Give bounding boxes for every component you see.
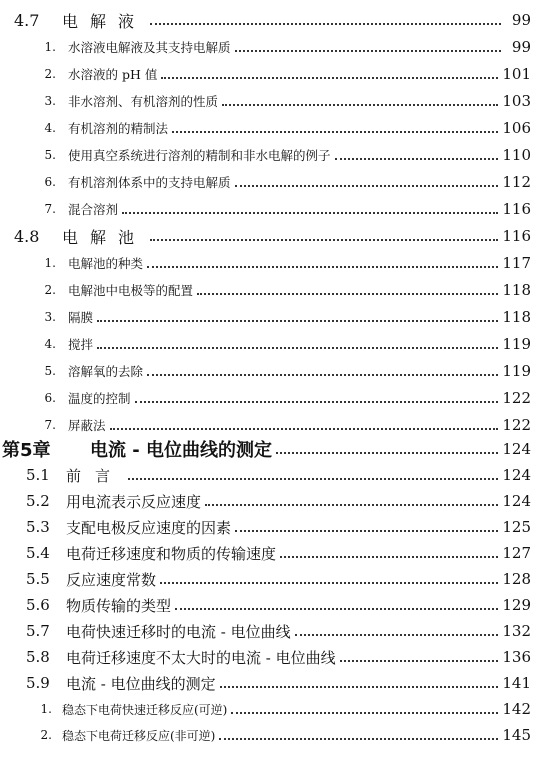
dot-leader [231, 712, 498, 714]
item-title: 非水溶剂、有机溶剂的性质 [68, 94, 219, 109]
dot-leader [280, 556, 498, 558]
dot-leader [235, 50, 501, 52]
dot-leader [276, 452, 498, 454]
page-number: 141 [502, 674, 531, 692]
section-title: 电流 - 电位曲线的测定 [66, 674, 216, 693]
dot-leader [150, 23, 501, 25]
item-title: 屏蔽法 [68, 418, 106, 433]
dot-leader [97, 320, 498, 322]
toc-item-row [0, 170, 541, 194]
page-number: 127 [502, 544, 531, 562]
item-title: 搅拌 [68, 337, 94, 352]
chapter-title: 电流 - 电位曲线的测定 [90, 440, 273, 461]
dot-leader [172, 131, 498, 133]
toc-item-row [0, 116, 541, 140]
page-number: 110 [502, 146, 531, 164]
dot-leader [235, 185, 499, 187]
dot-leader [235, 530, 498, 532]
toc-section-row [0, 619, 541, 643]
toc-section-row [0, 541, 541, 565]
item-number: 7. [44, 202, 56, 216]
toc-item-row [0, 359, 541, 383]
section-number: 5.2 [26, 492, 50, 510]
section-title: 电解液 [62, 11, 147, 31]
item-title: 有机溶剂体系中的支持电解质 [68, 175, 231, 190]
page-number: 116 [502, 227, 531, 245]
dot-leader [220, 686, 499, 688]
item-title: 电解池中电极等的配置 [68, 283, 194, 298]
dot-leader [295, 634, 499, 636]
section-title: 前言 [66, 466, 125, 485]
toc-item-row [0, 62, 541, 86]
dot-leader [222, 104, 498, 106]
page-number: 125 [502, 518, 531, 536]
item-title: 隔膜 [68, 310, 94, 325]
section-title: 电荷快速迁移时的电流 - 电位曲线 [66, 622, 291, 641]
dot-leader [340, 660, 499, 662]
section-number: 5.1 [26, 466, 50, 484]
page-number: 136 [502, 648, 531, 666]
toc-section-row [0, 224, 541, 248]
page-number: 99 [511, 38, 531, 56]
item-number: 3. [44, 94, 56, 108]
page-number: 129 [502, 596, 531, 614]
toc-section-row [0, 8, 541, 32]
dot-leader [161, 77, 498, 79]
toc-chapter-row [0, 437, 541, 461]
dot-leader [147, 374, 498, 376]
item-title: 稳态下电荷快速迁移反应(可逆) [62, 702, 228, 717]
toc-item-row [0, 251, 541, 275]
dot-leader [122, 212, 498, 214]
toc-item-row [0, 143, 541, 167]
toc-section-row [0, 567, 541, 591]
toc-section-row [0, 463, 541, 487]
item-number: 1. [40, 702, 52, 716]
page-number: 99 [511, 11, 531, 29]
dot-leader [97, 347, 498, 349]
dot-leader [110, 428, 499, 430]
dot-leader [135, 401, 499, 403]
item-title: 有机溶剂的精制法 [68, 121, 169, 136]
page-number: 145 [502, 726, 531, 744]
item-number: 4. [44, 337, 56, 351]
dot-leader [147, 266, 498, 268]
section-number: 5.4 [26, 544, 50, 562]
page-number: 128 [502, 570, 531, 588]
toc-item-row [0, 305, 541, 329]
item-title: 稳态下电荷迁移反应(非可逆) [62, 728, 216, 743]
page-number: 132 [502, 622, 531, 640]
page-number: 103 [502, 92, 531, 110]
item-title: 温度的控制 [68, 391, 131, 406]
section-number: 5.6 [26, 596, 50, 614]
page-number: 124 [502, 492, 531, 510]
page-number: 116 [502, 200, 531, 218]
toc-item-row [0, 723, 541, 747]
section-title: 支配电极反应速度的因素 [66, 518, 232, 537]
section-title: 电荷迁移速度和物质的传输速度 [66, 544, 277, 563]
toc-section-row [0, 515, 541, 539]
toc-item-row [0, 386, 541, 410]
page-number: 122 [502, 416, 531, 434]
page-number: 117 [502, 254, 531, 272]
section-number: 5.8 [26, 648, 50, 666]
toc-item-row [0, 35, 541, 59]
toc-item-row [0, 278, 541, 302]
dot-leader [335, 158, 499, 160]
item-number: 1. [44, 40, 56, 54]
dot-leader [128, 478, 498, 480]
toc-item-row [0, 89, 541, 113]
item-title: 使用真空系统进行溶剂的精制和非水电解的例子 [68, 148, 331, 163]
section-title: 用电流表示反应速度 [66, 492, 202, 511]
page-number: 124 [502, 466, 531, 484]
dot-leader [197, 293, 498, 295]
section-title: 电荷迁移速度不太大时的电流 - 电位曲线 [66, 648, 336, 667]
item-number: 6. [44, 391, 56, 405]
dot-leader [175, 608, 498, 610]
dot-leader [160, 582, 498, 584]
page-number: 142 [502, 700, 531, 718]
item-title: 混合溶剂 [68, 202, 119, 217]
page-number: 106 [502, 119, 531, 137]
item-number: 6. [44, 175, 56, 189]
section-number: 4.8 [14, 226, 40, 246]
item-number: 2. [44, 67, 56, 81]
page-number: 118 [502, 281, 531, 299]
section-number: 5.5 [26, 570, 50, 588]
item-number: 2. [44, 283, 56, 297]
page-number: 119 [502, 362, 531, 380]
section-number: 5.3 [26, 518, 50, 536]
section-title: 物质传输的类型 [66, 596, 172, 615]
item-number: 5. [44, 364, 56, 378]
toc-item-row [0, 413, 541, 437]
toc-section-row [0, 671, 541, 695]
page-number: 119 [502, 335, 531, 353]
toc-section-row [0, 645, 541, 669]
item-number: 7. [44, 418, 56, 432]
item-title: 溶解氧的去除 [68, 364, 144, 379]
section-number: 5.7 [26, 622, 50, 640]
section-number: 4.7 [14, 10, 40, 30]
item-number: 5. [44, 148, 56, 162]
dot-leader [150, 239, 498, 241]
toc-section-row [0, 489, 541, 513]
chapter-number: 第5章 [2, 440, 51, 461]
toc-section-row [0, 593, 541, 617]
section-title: 电解池 [62, 227, 147, 247]
section-number: 5.9 [26, 674, 50, 692]
section-title: 反应速度常数 [66, 570, 157, 589]
page-number: 124 [502, 440, 531, 458]
item-number: 4. [44, 121, 56, 135]
page-number: 101 [502, 65, 531, 83]
page-number: 112 [502, 173, 531, 191]
toc-item-row [0, 697, 541, 721]
item-title: 水溶液电解液及其支持电解质 [68, 40, 231, 55]
item-number: 3. [44, 310, 56, 324]
page-number: 118 [502, 308, 531, 326]
toc-item-row [0, 197, 541, 221]
item-number: 2. [40, 728, 52, 742]
dot-leader [219, 738, 498, 740]
item-title: 水溶液的 pH 值 [68, 67, 158, 82]
item-title: 电解池的种类 [68, 256, 144, 271]
page-number: 122 [502, 389, 531, 407]
dot-leader [205, 504, 498, 506]
item-number: 1. [44, 256, 56, 270]
toc-item-row [0, 332, 541, 356]
